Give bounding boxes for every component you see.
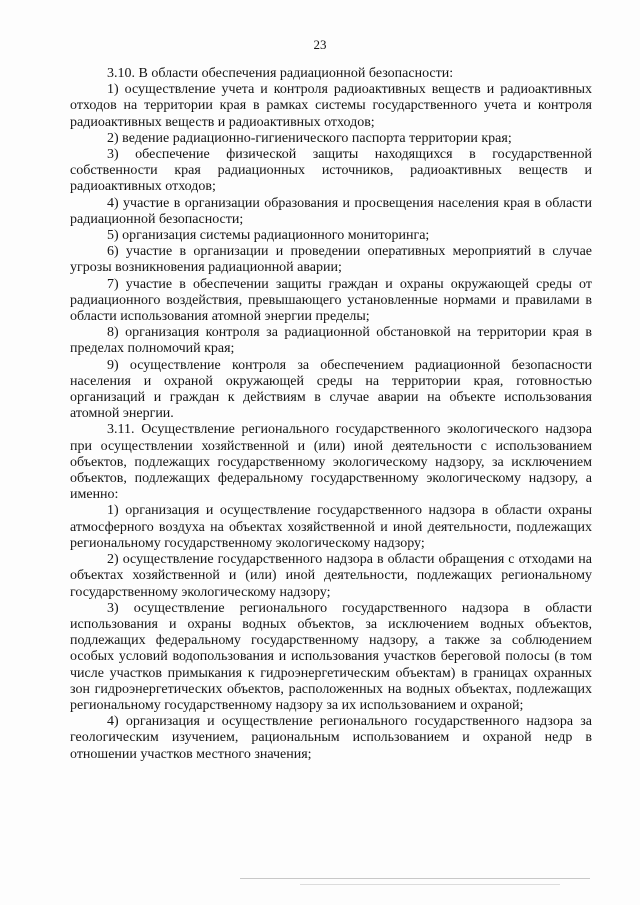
paragraph-3-11-item-4: 4) организация и осуществление регионального государственного надзора за геологическим изучением, рациональным использованием и охраной недр в отношении участков местного значения; bbox=[70, 714, 592, 762]
paragraph-3-11-item-1: 1) организация и осуществление государственного надзора в области охраны атмосферного воздуха на объектах хозяйственной и иной деятельности, подлежащих региональному государственному экологическому надзору; bbox=[70, 503, 592, 551]
document-body bbox=[70, 66, 592, 763]
scan-edge-line bbox=[240, 878, 590, 879]
paragraph-3-10-item-3: 3) обеспечение физической защиты находящихся в государственной собственности края радиационных источников, радиоактивных веществ и радиоактивных отходов; bbox=[70, 147, 592, 195]
paragraph-3-11-item-3: 3) осуществление регионального государственного надзора в области использования и охраны водных объектов, за исключением водных объектов, подлежащих федеральному государственному надзору, а также за соблюдением особых условий водопользования и использования участков береговой полосы (в том числе участков примыкания к гидроэнергетическим объектам) в границах охранных зон гидроэнергетических объектов, расположенных на водных объектах, подлежащих региональному государственному надзору за их использованием и охраной; bbox=[70, 600, 592, 713]
paragraph-3-11-item-2: 2) осуществление государственного надзора в области обращения с отходами на объектах хозяйственной и (или) иной деятельности, подлежащих региональному государственному экологическому надзору; bbox=[70, 552, 592, 600]
paragraph-3-10-item-6: 6) участие в организации и проведении оперативных мероприятий в случае угрозы возникновения радиационной аварии; bbox=[70, 244, 592, 276]
paragraph-3-10-item-2: 2) ведение радиационно-гигиенического паспорта территории края; bbox=[107, 130, 512, 146]
paragraph-3-10-item-4: 4) участие в организации образования и просвещения населения края в области радиационной безопасности; bbox=[70, 195, 592, 227]
scan-edge-line bbox=[300, 884, 560, 885]
paragraph-3-10-item-1: 1) осуществление учета и контроля радиоактивных веществ и радиоактивных отходов на территории края в рамках системы государственного учета и контроля радиоактивных веществ и радиоактивных отходов; bbox=[70, 82, 592, 130]
page-number: 23 bbox=[313, 37, 327, 52]
paragraph-3-10-item-7: 7) участие в обеспечении защиты граждан и охраны окружающей среды от радиационного воздействия, превышающего установленные нормами и правилами в области использования атомной энергии пределы; bbox=[70, 276, 592, 325]
section-3-10-heading: 3.10. В области обеспечения радиационной безопасности: bbox=[107, 66, 454, 81]
paragraph-3-10-item-8: 8) организация контроля за радиационной обстановкой на территории края в пределах полномочий края; bbox=[70, 325, 592, 357]
paragraph-3-10-item-9: 9) осуществление контроля за обеспечением радиационной безопасности населения и охраной окружающей среды на территории края, готовностью организаций и граждан к действиям в случае аварии на объекте использования атомной энергии. bbox=[70, 357, 592, 422]
section-3-11-heading: 3.11. Осуществление регионального государственного экологического надзора при осуществлении хозяйственной и (или) иной деятельности с использованием объектов, подлежащих государственному экологическому надзору, за исключением объектов, подлежащих федеральному государственному экологическому надзору, а именно: bbox=[70, 422, 592, 503]
paragraph-3-10-item-5: 5) организация системы радиационного мониторинга; bbox=[107, 228, 430, 244]
